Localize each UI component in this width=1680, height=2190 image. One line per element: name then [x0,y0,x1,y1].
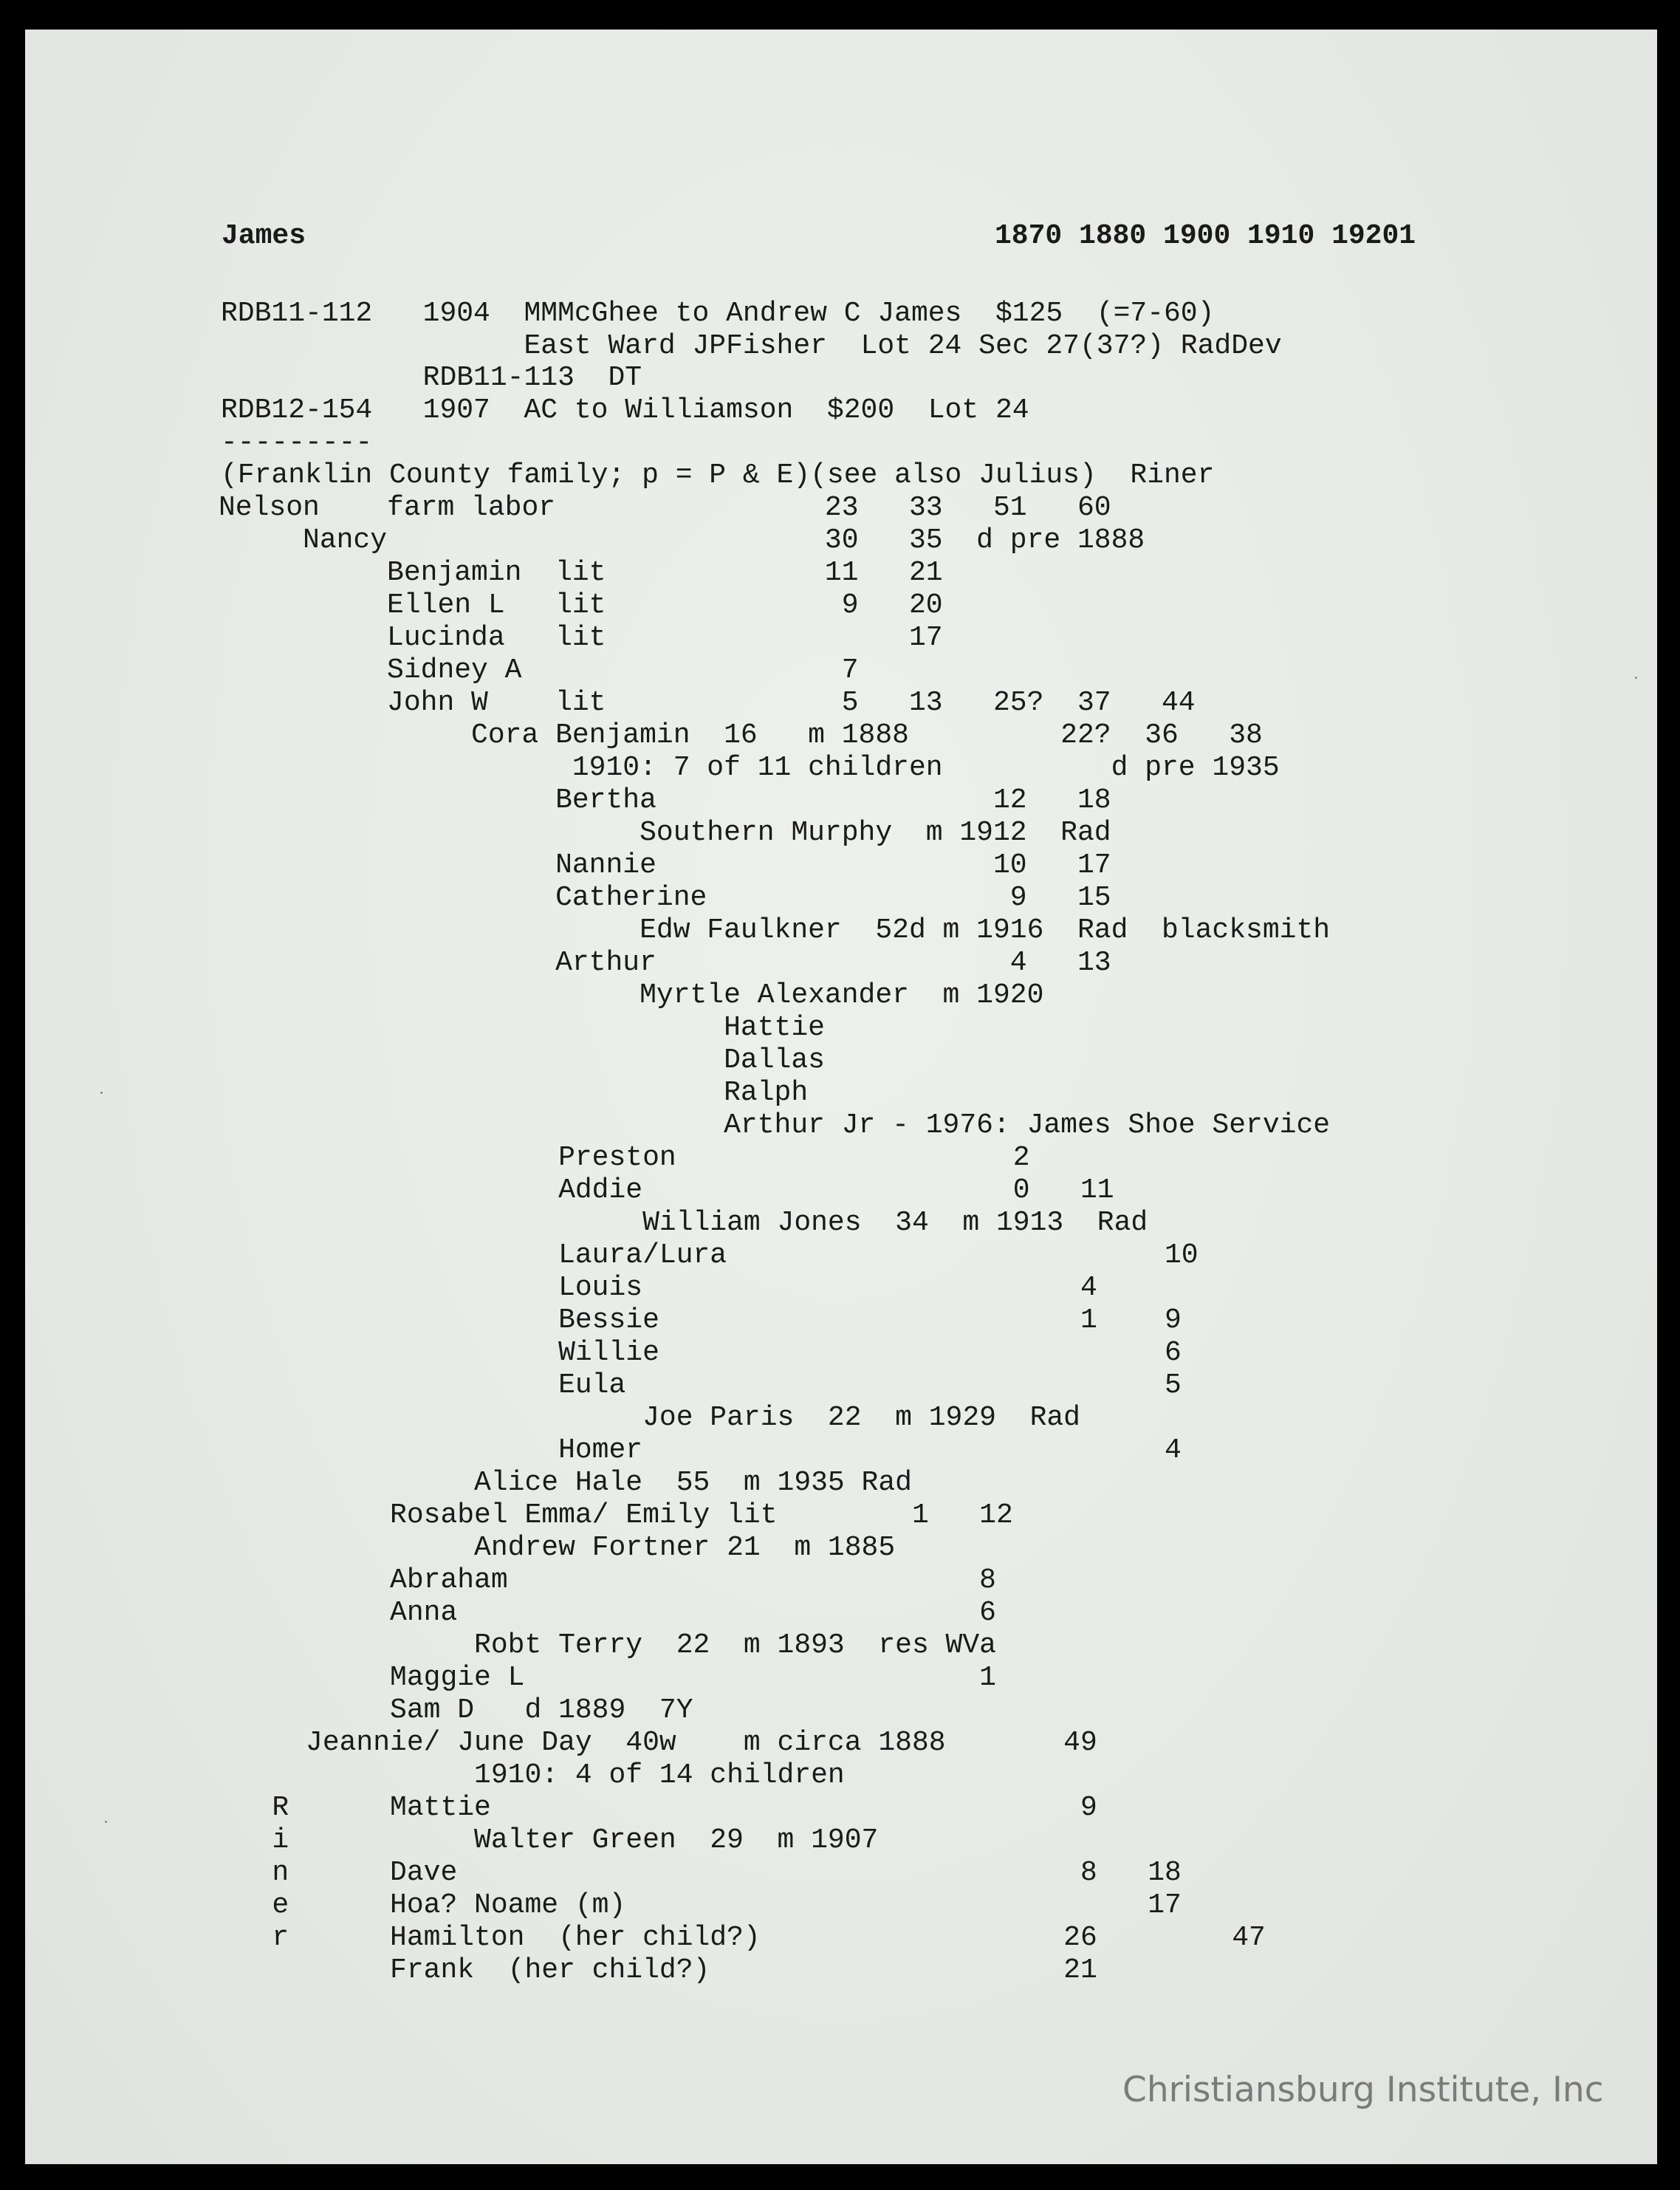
record-line: John W lit 5 13 25? 37 44 [219,687,1196,719]
record-line: Preston 2 [222,1142,1030,1174]
paper-speck [1635,677,1637,679]
record-line: Anna 6 [222,1597,996,1629]
record-line: RDB12-154 1907 AC to Williamson $200 Lot 24 [221,394,1029,426]
record-line: Dallas [219,1044,825,1076]
record-line: Jeannie/ June Day 40w m circa 1888 49 [222,1727,1097,1759]
record-line: RDB11-112 1904 MMMcGhee to Andrew C James $125 (=7-60) [221,298,1215,329]
record-line: Hattie [219,1012,825,1044]
record-line: Joe Paris 22 m 1929 Rad [222,1402,1080,1434]
record-line: East Ward JPFisher Lot 24 Sec 27(37?) RadDev [221,330,1282,362]
record-line: Addie 0 11 [222,1174,1114,1206]
record-line: Nannie 10 17 [219,849,1111,881]
record-line: Rosabel Emma/ Emily lit 1 12 [222,1499,1013,1531]
record-line: i Walter Green 29 m 1907 [222,1824,879,1856]
record-line: Bertha 12 18 [219,784,1111,816]
record-line: Maggie L 1 [222,1662,996,1694]
surname-heading: James [222,220,306,252]
record-line: Alice Hale 55 m 1935 Rad [222,1467,912,1499]
record-line: Frank (her child?) 21 [222,1954,1097,1986]
record-line: RDB11-113 DT [221,362,642,394]
record-line: --------- [221,427,373,459]
record-line: Sam D d 1889 7Y [222,1694,693,1726]
record-line: Homer 4 [222,1434,1182,1466]
record-line: Edw Faulkner 52d m 1916 Rad blacksmith [219,914,1331,946]
record-line: Catherine 9 15 [219,882,1111,914]
record-line: Ralph [219,1077,809,1109]
record-line: Arthur Jr - 1976: James Shoe Service [219,1109,1331,1141]
record-line: r Hamilton (her child?) 26 47 [222,1922,1266,1954]
record-line: Arthur 4 13 [219,947,1111,979]
record-line: R Mattie 9 [222,1792,1097,1824]
record-line: Andrew Fortner 21 m 1885 [222,1532,896,1564]
record-line: Laura/Lura 10 [222,1239,1199,1271]
record-line: Robt Terry 22 m 1893 res WVa [222,1629,996,1661]
record-line: Myrtle Alexander m 1920 [219,979,1044,1011]
record-line: Bessie 1 9 [222,1304,1182,1336]
record-line: 1910: 7 of 11 children d pre 1935 [219,752,1280,784]
record-line: (Franklin County family; p = P & E)(see also Julius) Riner [221,459,1215,491]
record-line: Nelson farm labor 23 33 51 60 [219,492,1111,524]
record-line: 1910: 4 of 14 children [222,1759,845,1791]
record-line: Ellen L lit 9 20 [219,589,943,621]
record-line: Benjamin lit 11 21 [219,557,943,589]
record-line: Willie 6 [222,1337,1182,1369]
paper-speck [105,1821,107,1823]
record-line: Cora Benjamin 16 m 1888 22? 36 38 [219,719,1263,751]
record-line: Abraham 8 [222,1564,996,1596]
record-line: n Dave 8 18 [222,1857,1182,1889]
record-line: Lucinda lit 17 [219,622,943,654]
watermark: Christiansburg Institute, Inc [1122,2070,1604,2110]
record-line: Nancy 30 35 d pre 1888 [219,524,1145,556]
record-line: William Jones 34 m 1913 Rad [222,1207,1148,1239]
record-line: Sidney A 7 [219,654,859,686]
paper-speck [100,1092,103,1094]
record-line: e Hoa? Noame (m) 17 [222,1889,1182,1921]
census-years-heading: 1870 1880 1900 1910 19201 [995,220,1416,252]
record-line: Eula 5 [222,1369,1182,1401]
record-line: Southern Murphy m 1912 Rad [219,817,1111,849]
record-line: Louis 4 [222,1272,1097,1304]
